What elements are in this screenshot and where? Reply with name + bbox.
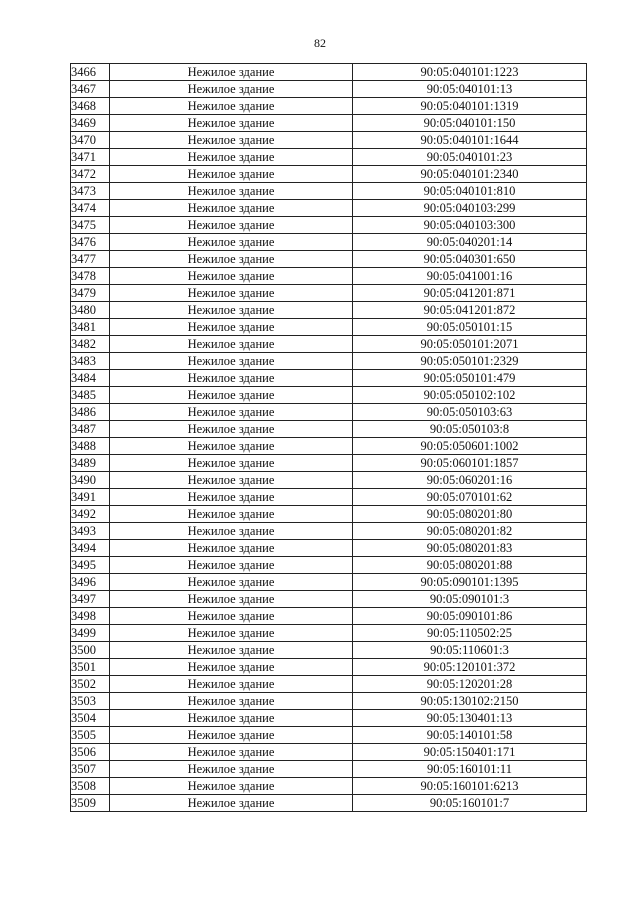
table-row [71, 489, 587, 506]
row-number-cell: 3470 [71, 132, 110, 149]
row-number-cell: 3483 [71, 353, 110, 370]
row-number-cell: 3484 [71, 370, 110, 387]
table-row [71, 149, 587, 166]
table-row [71, 115, 587, 132]
table-row [71, 778, 587, 795]
object-type-cell: Нежилое здание [110, 778, 353, 795]
row-number-cell: 3474 [71, 200, 110, 217]
row-number-cell: 3479 [71, 285, 110, 302]
page-number: 82 [314, 36, 326, 50]
row-number-cell: 3478 [71, 268, 110, 285]
table-row [71, 319, 587, 336]
table-row [71, 336, 587, 353]
cadastral-number-cell: 90:05:060201:16 [353, 472, 587, 489]
object-type-cell: Нежилое здание [110, 710, 353, 727]
table-row [71, 523, 587, 540]
cadastral-number-cell: 90:05:080201:88 [353, 557, 587, 574]
table-row [71, 761, 587, 778]
table-row [71, 234, 587, 251]
row-number-cell: 3503 [71, 693, 110, 710]
row-number-cell: 3476 [71, 234, 110, 251]
object-type-cell: Нежилое здание [110, 574, 353, 591]
table-row [71, 166, 587, 183]
cadastral-number-cell: 90:05:070101:62 [353, 489, 587, 506]
row-number-cell: 3509 [71, 795, 110, 812]
cadastral-number-cell: 90:05:120201:28 [353, 676, 587, 693]
table-row [71, 387, 587, 404]
object-type-cell: Нежилое здание [110, 149, 353, 166]
row-number-cell: 3466 [71, 64, 110, 81]
table-row [71, 727, 587, 744]
cadastral-number-cell: 90:05:090101:3 [353, 591, 587, 608]
table-row [71, 710, 587, 727]
cadastral-number-cell: 90:05:041001:16 [353, 268, 587, 285]
table-row [71, 183, 587, 200]
table-row [71, 693, 587, 710]
table-row [71, 302, 587, 319]
cadastral-number-cell: 90:05:050102:102 [353, 387, 587, 404]
row-number-cell: 3471 [71, 149, 110, 166]
cadastral-number-cell: 90:05:040301:650 [353, 251, 587, 268]
cadastral-number-cell: 90:05:050101:2329 [353, 353, 587, 370]
object-type-cell: Нежилое здание [110, 115, 353, 132]
object-type-cell: Нежилое здание [110, 234, 353, 251]
table-row [71, 608, 587, 625]
object-type-cell: Нежилое здание [110, 387, 353, 404]
object-type-cell: Нежилое здание [110, 166, 353, 183]
object-type-cell: Нежилое здание [110, 472, 353, 489]
row-number-cell: 3482 [71, 336, 110, 353]
cadastral-number-cell: 90:05:050103:63 [353, 404, 587, 421]
object-type-cell: Нежилое здание [110, 795, 353, 812]
cadastral-number-cell: 90:05:040103:299 [353, 200, 587, 217]
row-number-cell: 3499 [71, 625, 110, 642]
cadastral-number-cell: 90:05:040101:150 [353, 115, 587, 132]
row-number-cell: 3490 [71, 472, 110, 489]
row-number-cell: 3481 [71, 319, 110, 336]
row-number-cell: 3493 [71, 523, 110, 540]
cadastral-number-cell: 90:05:040103:300 [353, 217, 587, 234]
table-row [71, 370, 587, 387]
row-number-cell: 3488 [71, 438, 110, 455]
table-row [71, 81, 587, 98]
cadastral-number-cell: 90:05:150401:171 [353, 744, 587, 761]
object-type-cell: Нежилое здание [110, 268, 353, 285]
object-type-cell: Нежилое здание [110, 404, 353, 421]
object-type-cell: Нежилое здание [110, 251, 353, 268]
table-row [71, 64, 587, 81]
row-number-cell: 3486 [71, 404, 110, 421]
cadastral-number-cell: 90:05:050103:8 [353, 421, 587, 438]
cadastral-number-cell: 90:05:050601:1002 [353, 438, 587, 455]
object-type-cell: Нежилое здание [110, 489, 353, 506]
row-number-cell: 3491 [71, 489, 110, 506]
object-type-cell: Нежилое здание [110, 591, 353, 608]
cadastral-number-cell: 90:05:080201:80 [353, 506, 587, 523]
table-row [71, 540, 587, 557]
row-number-cell: 3489 [71, 455, 110, 472]
table-row [71, 98, 587, 115]
row-number-cell: 3473 [71, 183, 110, 200]
row-number-cell: 3468 [71, 98, 110, 115]
table-row [71, 200, 587, 217]
row-number-cell: 3508 [71, 778, 110, 795]
object-type-cell: Нежилое здание [110, 132, 353, 149]
object-type-cell: Нежилое здание [110, 727, 353, 744]
cadastral-number-cell: 90:05:110601:3 [353, 642, 587, 659]
object-type-cell: Нежилое здание [110, 523, 353, 540]
row-number-cell: 3498 [71, 608, 110, 625]
row-number-cell: 3505 [71, 727, 110, 744]
row-number-cell: 3500 [71, 642, 110, 659]
object-type-cell: Нежилое здание [110, 336, 353, 353]
cadastral-number-cell: 90:05:090101:86 [353, 608, 587, 625]
row-number-cell: 3495 [71, 557, 110, 574]
cadastral-number-cell: 90:05:041201:871 [353, 285, 587, 302]
table-row [71, 591, 587, 608]
object-type-cell: Нежилое здание [110, 98, 353, 115]
row-number-cell: 3469 [71, 115, 110, 132]
object-type-cell: Нежилое здание [110, 217, 353, 234]
object-type-cell: Нежилое здание [110, 761, 353, 778]
row-number-cell: 3475 [71, 217, 110, 234]
cadastral-number-cell: 90:05:040101:13 [353, 81, 587, 98]
table-row [71, 472, 587, 489]
cadastral-number-cell: 90:05:080201:82 [353, 523, 587, 540]
object-type-cell: Нежилое здание [110, 183, 353, 200]
cadastral-number-cell: 90:05:040101:1644 [353, 132, 587, 149]
object-type-cell: Нежилое здание [110, 608, 353, 625]
cadastral-number-cell: 90:05:080201:83 [353, 540, 587, 557]
object-type-cell: Нежилое здание [110, 625, 353, 642]
cadastral-number-cell: 90:05:040101:1319 [353, 98, 587, 115]
table-row [71, 557, 587, 574]
cadastral-number-cell: 90:05:090101:1395 [353, 574, 587, 591]
row-number-cell: 3472 [71, 166, 110, 183]
cadastral-number-cell: 90:05:040201:14 [353, 234, 587, 251]
property-registry-table [70, 63, 587, 812]
row-number-cell: 3507 [71, 761, 110, 778]
row-number-cell: 3477 [71, 251, 110, 268]
table-row [71, 676, 587, 693]
cadastral-number-cell: 90:05:050101:15 [353, 319, 587, 336]
object-type-cell: Нежилое здание [110, 642, 353, 659]
object-type-cell: Нежилое здание [110, 421, 353, 438]
table-row [71, 353, 587, 370]
row-number-cell: 3502 [71, 676, 110, 693]
table-row [71, 268, 587, 285]
row-number-cell: 3467 [71, 81, 110, 98]
row-number-cell: 3487 [71, 421, 110, 438]
object-type-cell: Нежилое здание [110, 557, 353, 574]
row-number-cell: 3506 [71, 744, 110, 761]
object-type-cell: Нежилое здание [110, 64, 353, 81]
table-row [71, 642, 587, 659]
object-type-cell: Нежилое здание [110, 676, 353, 693]
table-row [71, 251, 587, 268]
cadastral-number-cell: 90:05:140101:58 [353, 727, 587, 744]
table-row [71, 285, 587, 302]
table-row [71, 659, 587, 676]
registry-table-body [71, 64, 587, 812]
cadastral-number-cell: 90:05:110502:25 [353, 625, 587, 642]
table-row [71, 421, 587, 438]
object-type-cell: Нежилое здание [110, 81, 353, 98]
cadastral-number-cell: 90:05:040101:1223 [353, 64, 587, 81]
table-row [71, 795, 587, 812]
row-number-cell: 3496 [71, 574, 110, 591]
cadastral-number-cell: 90:05:050101:2071 [353, 336, 587, 353]
object-type-cell: Нежилое здание [110, 370, 353, 387]
object-type-cell: Нежилое здание [110, 353, 353, 370]
object-type-cell: Нежилое здание [110, 455, 353, 472]
object-type-cell: Нежилое здание [110, 438, 353, 455]
cadastral-number-cell: 90:05:130401:13 [353, 710, 587, 727]
object-type-cell: Нежилое здание [110, 302, 353, 319]
row-number-cell: 3480 [71, 302, 110, 319]
cadastral-number-cell: 90:05:160101:7 [353, 795, 587, 812]
row-number-cell: 3492 [71, 506, 110, 523]
table-row [71, 438, 587, 455]
object-type-cell: Нежилое здание [110, 506, 353, 523]
cadastral-number-cell: 90:05:160101:11 [353, 761, 587, 778]
cadastral-number-cell: 90:05:130102:2150 [353, 693, 587, 710]
row-number-cell: 3497 [71, 591, 110, 608]
cadastral-number-cell: 90:05:040101:2340 [353, 166, 587, 183]
cadastral-number-cell: 90:05:040101:810 [353, 183, 587, 200]
cadastral-number-cell: 90:05:120101:372 [353, 659, 587, 676]
object-type-cell: Нежилое здание [110, 200, 353, 217]
row-number-cell: 3504 [71, 710, 110, 727]
table-row [71, 574, 587, 591]
cadastral-number-cell: 90:05:160101:6213 [353, 778, 587, 795]
object-type-cell: Нежилое здание [110, 540, 353, 557]
table-row [71, 455, 587, 472]
table-row [71, 625, 587, 642]
object-type-cell: Нежилое здание [110, 659, 353, 676]
table-row [71, 506, 587, 523]
cadastral-number-cell: 90:05:050101:479 [353, 370, 587, 387]
cadastral-number-cell: 90:05:040101:23 [353, 149, 587, 166]
object-type-cell: Нежилое здание [110, 744, 353, 761]
object-type-cell: Нежилое здание [110, 285, 353, 302]
cadastral-number-cell: 90:05:041201:872 [353, 302, 587, 319]
table-row [71, 744, 587, 761]
object-type-cell: Нежилое здание [110, 693, 353, 710]
row-number-cell: 3501 [71, 659, 110, 676]
row-number-cell: 3485 [71, 387, 110, 404]
table-row [71, 404, 587, 421]
table-row [71, 217, 587, 234]
row-number-cell: 3494 [71, 540, 110, 557]
table-row [71, 132, 587, 149]
object-type-cell: Нежилое здание [110, 319, 353, 336]
cadastral-number-cell: 90:05:060101:1857 [353, 455, 587, 472]
